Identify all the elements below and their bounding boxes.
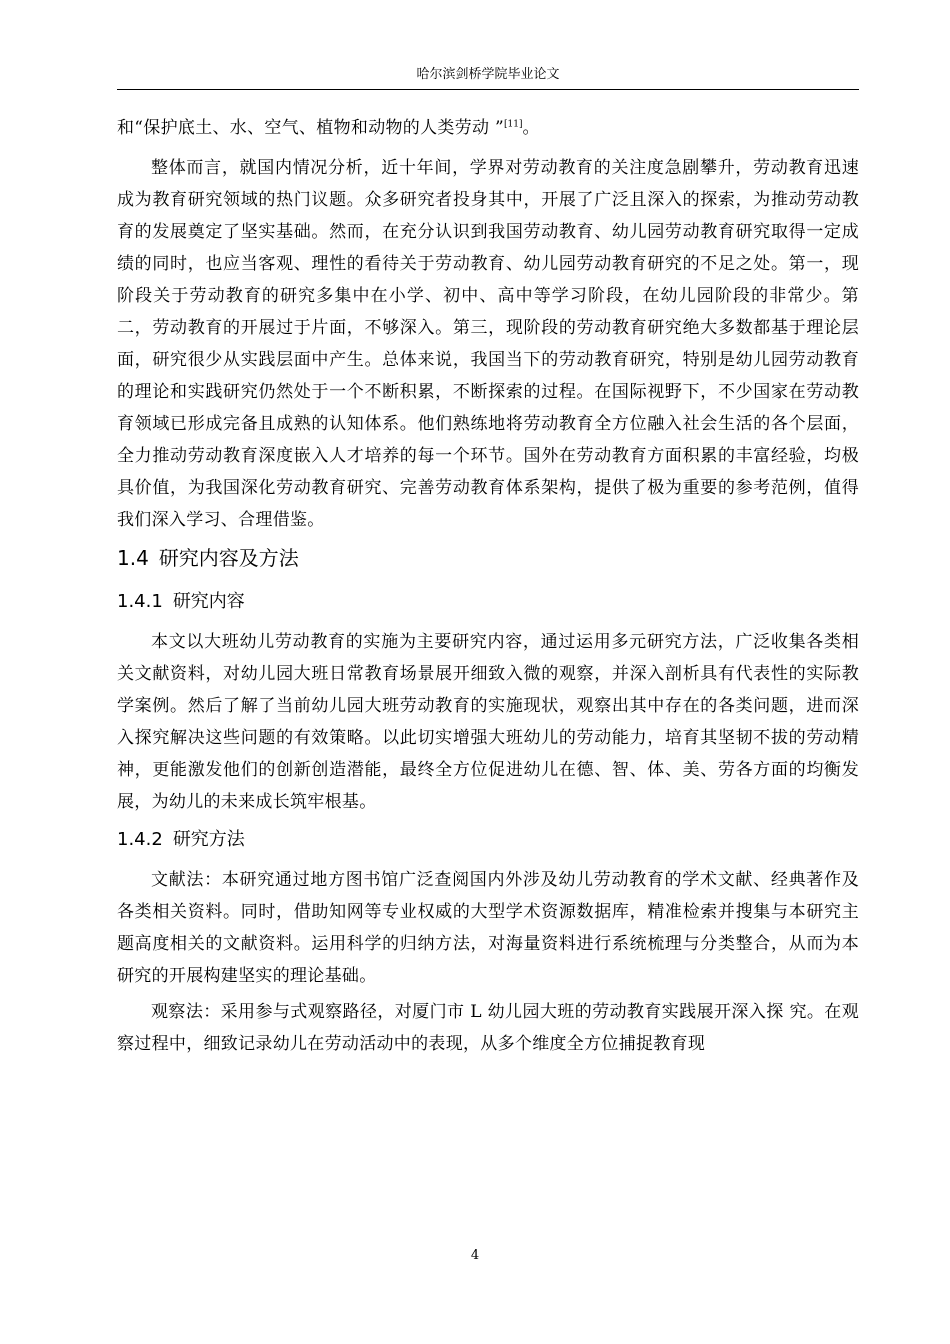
citation-marker: [11] (503, 119, 523, 130)
page-number: 4 (470, 1248, 480, 1263)
paragraph-text: 和“保护底土、水、空气、植物和动物的人类劳动 ” (117, 118, 504, 138)
subsection-title: 研究内容 (172, 591, 245, 612)
subsection-number: 1.4.1 (117, 591, 163, 612)
page-body (117, 112, 859, 1060)
section-title: 研究内容及方法 (158, 546, 299, 570)
subsection-heading-content (117, 580, 859, 624)
paragraph-literature-method: 文献法：本研究通过地方图书馆广泛查阅国内外涉及幼儿劳动教育的学术文献、经典著作及各类相关资料。同时，借助知网等专业权威的大型学术资源数据库，精准检索并搜集与本研究主题高度相关的文献资料。运用科学的归纳方法，对海量资料进行系统梳理与分类整合，从而为本研究的开展构建坚实的理论基础。 (117, 870, 859, 986)
paragraph-summary: 整体而言，就国内情况分析，近十年间，学界对劳动教育的关注度急剧攀升，劳动教育迅速成为教育研究领域的热门议题。众多研究者投身其中，开展了广泛且深入的探索，为推动劳动教育的发展奠定了坚实基础。然而，在充分认识到我国劳动教育、幼儿园劳动教育研究取得一定成绩的同时，也应当客观、理性的看待关于劳动教育、幼儿园劳动教育研究的不足之处。第一，现阶段关于劳动教育的研究多集中在小学、初中、高中等学习阶段，在幼儿园阶段的非常少。第二，劳动教育的开展过于片面，不够深入。第三，现阶段的劳动教育研究绝大多数都基于理论层面，研究很少从实践层面中产生。总体来说，我国当下的劳动教育研究，特别是幼儿园劳动教育的理论和实践研究仍然处于一个不断积累，不断探索的过程。在国际视野下，不少国家在劳动教育领域已形成完备且成熟的认知体系。他们熟练地将劳动教育全方位融入社会生活的各个层面，全力推动劳动教育深度嵌入人才培养的每一个环节。国外在劳动教育方面积累的丰富经验，均极具价值，为我国深化劳动教育研究、完善劳动教育体系架构，提供了极为重要的参考范例，值得我们深入学习、合理借鉴。 (117, 158, 859, 530)
subsection-number: 1.4.2 (117, 829, 163, 850)
header-rule (117, 89, 859, 90)
paragraph-citation-tail (117, 112, 859, 144)
paragraph-observation-method: 观察法：采用参与式观察路径，对厦门市 L 幼儿园大班的劳动教育实践展开深入探 究。在观察过程中，细致记录幼儿在劳动活动中的表现，从多个维度全方位捕捉教育现 (117, 1002, 859, 1054)
paragraph-research-content: 本文以大班幼儿劳动教育的实施为主要研究内容，通过运用多元研究方法，广泛收集各类相关文献资料，对幼儿园大班日常教育场景展开细致入微的观察，并深入剖析具有代表性的实际教学案例。然后了解了当前幼儿园大班劳动教育的实施现状，观察出其中存在的各类问题，进而深入探究解决这些问题的有效策略。以此切实增强大班幼儿的劳动能力，培育其坚韧不拔的劳动精神，更能激发他们的创新创造潜能，最终全方位促进幼儿在德、智、体、美、劳各方面的均衡发展，为幼儿的未来成长筑牢根基。 (117, 632, 859, 812)
paragraph-end-punct: 。 (522, 118, 540, 138)
section-number: 1.4 (117, 546, 149, 570)
subsection-heading-method (117, 818, 859, 862)
section-heading (117, 536, 859, 580)
subsection-title: 研究方法 (172, 829, 245, 850)
running-header: 哈尔滨剑桥学院毕业论文 (416, 67, 560, 82)
